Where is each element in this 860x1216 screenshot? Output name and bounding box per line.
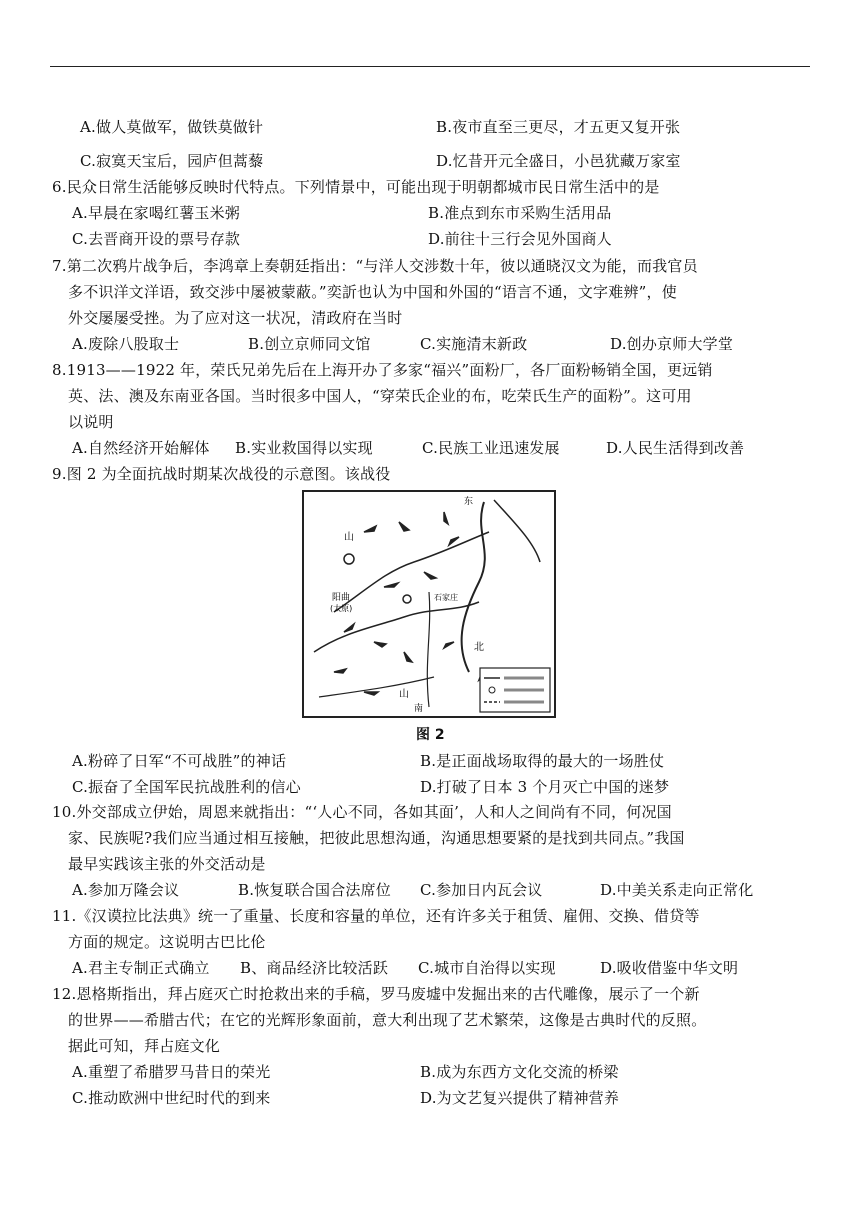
q9-option-c: C.振奋了全国军民抗战胜利的信心 bbox=[72, 778, 301, 796]
header-rule bbox=[50, 66, 810, 67]
q8-stem-line3: 以说明 bbox=[68, 413, 114, 431]
q9-stem: 9.图 2 为全面抗战时期某次战役的示意图。该战役 bbox=[52, 465, 391, 483]
map-label-shijiazhuang: 石家庄 bbox=[434, 593, 458, 602]
q12-stem-line3: 据此可知，拜占庭文化 bbox=[68, 1037, 221, 1055]
q7-stem-line2: 多不识洋文洋语，致交涉中屡被蒙蔽。”奕訢也认为中国和外国的“语言不通，文字难辨”，使 bbox=[68, 283, 677, 301]
map-label-bei: 北 bbox=[474, 642, 484, 653]
q6-stem: 6.民众日常生活能够反映时代特点。下列情景中，可能出现于明朝都城市民日常生活中的是 bbox=[52, 178, 660, 196]
q8-option-c: C.民族工业迅速发展 bbox=[422, 439, 560, 457]
q10-stem-line1: 10.外交部成立伊始，周恩来就指出：“‘人心不同，各如其面’，人和人之间尚有不同，何况国 bbox=[52, 803, 672, 821]
q7-option-a: A.废除八股取士 bbox=[72, 335, 180, 353]
city-marker-2 bbox=[403, 595, 411, 603]
q6-option-b: B.准点到东市采购生活用品 bbox=[428, 204, 612, 222]
q9-option-b: B.是正面战场取得的最大的一场胜仗 bbox=[420, 752, 665, 770]
q5-option-c: C.寂寞天宝后，园庐但蒿藜 bbox=[80, 152, 264, 170]
q7-option-c: C.实施清末新政 bbox=[420, 335, 528, 353]
q11-stem-line1: 11.《汉谟拉比法典》统一了重量、长度和容量的单位，还有许多关于租赁、雇佣、交换、借贷等 bbox=[52, 907, 700, 925]
q7-option-d: D.创办京师大学堂 bbox=[610, 335, 734, 353]
q6-option-a: A.早晨在家喝红薯玉米粥 bbox=[72, 204, 241, 222]
q10-option-a: A.参加万隆会议 bbox=[72, 881, 180, 899]
q5-option-a: A.做人莫做军，做铁莫做针 bbox=[80, 118, 264, 136]
q11-option-a: A.君主专制正式确立 bbox=[72, 959, 210, 977]
q6-option-c: C.去晋商开设的票号存款 bbox=[72, 230, 241, 248]
map-label-nan: 南 bbox=[414, 704, 424, 714]
map-label-shan-south: 山 bbox=[399, 689, 409, 700]
map-label-shan-north: 山 bbox=[344, 532, 354, 543]
q5-option-d: D.忆昔开元全盛日，小邑犹藏万家室 bbox=[436, 152, 681, 170]
q10-option-c: C.参加日内瓦会议 bbox=[420, 881, 543, 899]
map-label-yangqu: 阳曲 bbox=[332, 593, 351, 603]
border-line bbox=[494, 500, 540, 562]
map-label-taiyuan: (太原) bbox=[330, 604, 353, 613]
q10-stem-line3: 最早实践该主张的外交活动是 bbox=[68, 855, 266, 873]
figure-caption: 图 2 bbox=[416, 727, 445, 743]
q12-option-a: A.重塑了希腊罗马昔日的荣光 bbox=[72, 1063, 271, 1081]
q12-stem-line2: 的世界——希腊古代；在它的光辉形象面前，意大利出现了艺术繁荣，这像是古典时代的反照。 bbox=[68, 1011, 707, 1029]
q8-option-a: A.自然经济开始解体 bbox=[72, 439, 210, 457]
q12-option-d: D.为文艺复兴提供了精神营养 bbox=[420, 1089, 620, 1107]
q11-option-b: B、商品经济比较活跃 bbox=[240, 959, 389, 977]
q8-stem-line2: 英、法、澳及东南亚各国。当时很多中国人，“穿荣氏企业的布，吃荣氏生产的面粉”。这可用 bbox=[68, 387, 692, 405]
q9-option-d: D.打破了日本 3 个月灭亡中国的迷梦 bbox=[420, 778, 670, 796]
q9-option-a: A.粉碎了日军“不可战胜”的神话 bbox=[72, 752, 287, 770]
battle-map-figure bbox=[302, 490, 556, 718]
q12-option-c: C.推动欧洲中世纪时代的到来 bbox=[72, 1089, 271, 1107]
battle-map-svg bbox=[304, 492, 554, 716]
q10-option-d: D.中美关系走向正常化 bbox=[600, 881, 754, 899]
q11-option-c: C.城市自治得以实现 bbox=[418, 959, 556, 977]
q5-option-b: B.夜市直至三更尽，才五更又复开张 bbox=[436, 118, 681, 136]
q11-option-d: D.吸收借鉴中华文明 bbox=[600, 959, 739, 977]
map-label-dong: 东 bbox=[464, 497, 474, 507]
q12-stem-line1: 12.恩格斯指出，拜占庭灭亡时抢救出来的手稿，罗马废墟中发掘出来的古代雕像，展示了一个新 bbox=[52, 985, 700, 1003]
q7-stem-line1: 7.第二次鸦片战争后，李鸿章上奏朝廷指出：“与洋人交涉数十年，彼以通晓汉文为能，而我官员 bbox=[52, 257, 698, 275]
troop-arrows bbox=[334, 512, 489, 695]
q12-option-b: B.成为东西方文化交流的桥梁 bbox=[420, 1063, 619, 1081]
q8-stem-line1: 8.1913——1922 年，荣氏兄弟先后在上海开办了多家“福兴”面粉厂，各厂面粉畅销全国，更远销 bbox=[52, 361, 713, 379]
q6-option-d: D.前往十三行会见外国商人 bbox=[428, 230, 612, 248]
rail-north-south bbox=[427, 592, 429, 707]
q10-stem-line2: 家、民族呢?我们应当通过相互接触，把彼此思想沟通，沟通思想要紧的是找到共同点。”我国 bbox=[68, 829, 685, 847]
q11-stem-line2: 方面的规定。这说明古巴比伦 bbox=[68, 933, 266, 951]
q7-option-b: B.创立京师同文馆 bbox=[248, 335, 371, 353]
q10-option-b: B.恢复联合国合法席位 bbox=[238, 881, 391, 899]
q8-option-d: D.人民生活得到改善 bbox=[606, 439, 745, 457]
q8-option-b: B.实业救国得以实现 bbox=[235, 439, 373, 457]
q7-stem-line3: 外交屡屡受挫。为了应对这一状况，清政府在当时 bbox=[68, 309, 403, 327]
city-marker bbox=[344, 554, 354, 564]
